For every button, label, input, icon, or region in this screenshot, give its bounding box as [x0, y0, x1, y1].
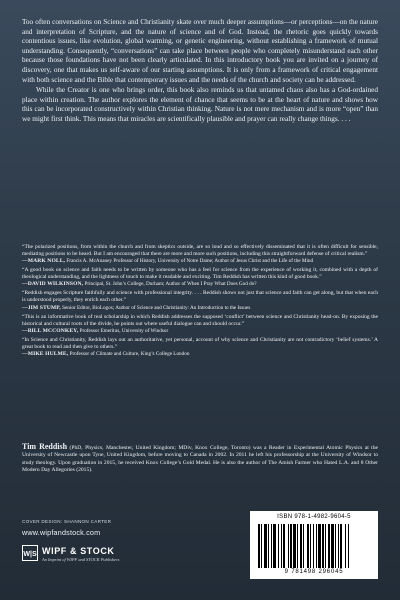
endorser-title: Francis A. McAnaney Professor of History, University of Notre Dame; Author of Jesus Christ and the Life of the Mind [66, 258, 314, 265]
endorsements [22, 244, 378, 360]
endorser-name: —MARK NOLL, [22, 258, 66, 265]
endorsement-attribution [22, 351, 378, 358]
cover-design-credit: COVER DESIGN: SHANNON CARTER [22, 519, 112, 524]
endorsement-attribution [22, 305, 378, 312]
endorser-title: Professor Emeritus, University of Windsor [79, 327, 169, 334]
endorsement-attribution [22, 281, 378, 288]
barcode-icon [258, 524, 370, 568]
publisher-tagline: An Imprint of WIPF and STOCK Publishers [42, 557, 120, 562]
author-bio [22, 443, 378, 474]
endorser-name: —MIKE HULME, [22, 350, 69, 357]
endorsement-quote: “Reddish engages Scripture faithfully and science with professional integrity. . . . Reddish shows not just that science and faith can get along, but that when each is understood properly, they enrich each other.” [22, 290, 378, 304]
endorsement-quote: “This is an informative book of real scholarship in which Reddish addresses the supposed ‘conflict’ between science and Christianity head-on. By exposing the historical and cultural roots of the divide, he points out where useful dialogue can and should occur.” [22, 313, 378, 327]
endorsement-quote: “A good book on science and faith needs to be written by someone who has a feel for science from the experience of working it, combined with a depth of theological understanding, and the lightness of touch to make it readable and exciting. Tim Reddish has written this kind of good book.” [22, 267, 378, 281]
publisher-website: www.wipfandstock.com [22, 528, 101, 537]
endorser-title: Senior Editor, BioLogos; Author of Science and Christianity: An Introduction to the Issues [62, 304, 251, 311]
barcode-digits: 9 781498 296045 [284, 569, 344, 575]
publisher-name: WIPF & STOCK [42, 546, 115, 556]
author-bio-text: (PhD, Physics, Manchester, United Kingdom; MDiv, Knox College, Toronto) was a Reader in Experimental Atomic Physics at the University of Newcastle upon Tyne, United Kingdom, before moving to Canada in 2002. In 2011 he left his professorship at the University of Windsor to study theology. Upon graduation in 2015, he received Knox College’s Gold Medal. He is also the author of The Amish Farmer who Hated L.A. and 8 Other Modern Day Allegories (2015). [22, 445, 378, 473]
isbn-barcode [250, 511, 378, 579]
publisher-logo-icon [22, 545, 38, 561]
endorsement-noll [22, 244, 378, 265]
isbn-label: ISBN 978-1-4982-9604-5 [277, 514, 351, 520]
endorsement-quote: “In Science and Christianity, Reddish lays out an authoritative, yet personal, account of why science and Christianity are not contradictory ‘belief systems.’ A great book to read and then give to others.” [22, 336, 378, 350]
description [22, 18, 378, 125]
endorser-name: —BILL MCCONKEY, [22, 327, 79, 334]
endorsement-attribution [22, 328, 378, 335]
endorsement-wilkinson [22, 267, 378, 288]
endorser-title: Professor of Climate and Culture, King’s College London [69, 350, 190, 357]
endorser-title: Principal, St. John’s College, Durham; Author of When I Pray What Does God do? [84, 281, 257, 288]
publisher-logo-text: W|S [23, 551, 37, 558]
endorsement-hulme [22, 337, 378, 358]
author-name: Tim Reddish [22, 442, 68, 451]
endorsement-stump [22, 290, 378, 311]
endorsement-quote: “The polarized positions, from within the church and from skeptics outside, are so loud and so effectively disseminated that it is often difficult for sensible, mediating positions to be heard. But I am encouraged that there are more and more such positions, including this straightforward defense of critical realism.” [22, 244, 378, 258]
description-paragraph-2: While the Creator is one who brings order, this book also reminds us that untamed chaos also has a God-ordained place within creation. The author explores the element of chance that seems to be at the heart of nature and shows how this can be incorporated constructively within Christian thinking. Nature is not mere mechanism and is more “open” than we might first think. This means that miracles are scientifically plausible and prayer can really change things. . . . [22, 86, 378, 123]
endorsement-attribution [22, 258, 378, 265]
description-paragraph-1: Too often conversations on Science and Christianity skate over much deeper assumptions—or perceptions—on the nature and interpretation of Scripture, and the nature of science and of God. Instead, the rhetoric goes quickly towards contentious issues, like evolution, global warming, or genetic engineering, without establishing a framework of mutual understanding. Consequently, “conversations” can take place between people who completely misunderstand each other because those foundations have not been clearly articulated. In this introductory book you are invited on a journey of discovery, one that makes us self-aware of our starting assumptions. It is only from a framework of critical engagement with both science and the Bible that contemporary issues and the needs of the church and society can be addressed. [22, 18, 378, 84]
endorsement-mcconkey [22, 314, 378, 335]
endorser-name: —JIM STUMP, [22, 304, 61, 311]
endorser-name: —DAVID WILKINSON, [22, 281, 84, 288]
